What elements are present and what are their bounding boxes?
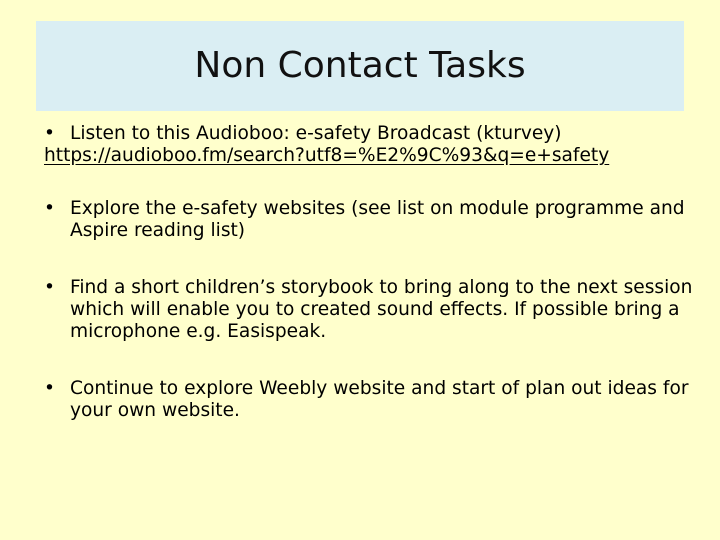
task-list [44, 123, 694, 422]
bullet-icon: • [44, 198, 55, 219]
list-item-text: Find a short children’s storybook to bring along to the next session which will enable you to created sound effects. If possible bring a microphone e.g. Easispeak. [70, 277, 693, 342]
list-item-text: Listen to this Audioboo: e-safety Broadcast (kturvey) [70, 123, 562, 144]
bullet-icon: • [44, 277, 55, 298]
list-item [44, 123, 694, 167]
audioboo-link[interactable]: https://audioboo.fm/search?utf8=%E2%9C%93&q=e+safety [44, 145, 610, 166]
list-item [44, 198, 694, 242]
list-item-text: Continue to explore Weebly website and start of plan out ideas for your own website. [70, 378, 689, 421]
bullet-icon: • [44, 123, 55, 144]
bullet-icon: • [44, 378, 55, 399]
list-item-text: Explore the e-safety websites (see list on module programme and Aspire reading list) [70, 198, 685, 241]
title-banner [36, 21, 684, 111]
list-item [44, 277, 694, 343]
page-title: Non Contact Tasks [194, 45, 526, 86]
list-item [44, 378, 694, 422]
